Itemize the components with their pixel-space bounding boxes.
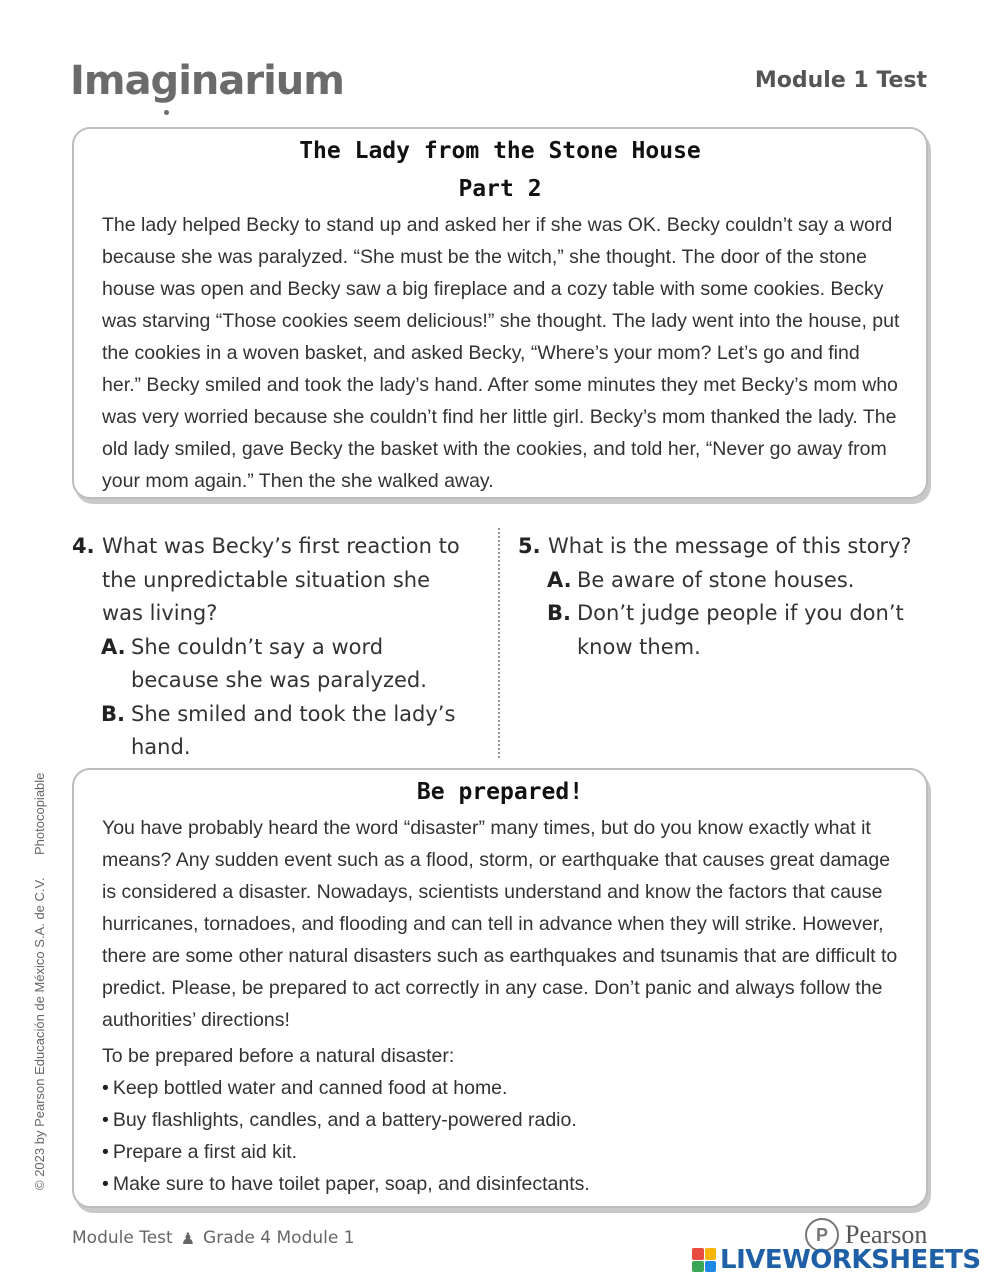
- prepared-list-intro: To be prepared before a natural disaster:: [102, 1045, 455, 1067]
- option-text: She smiled and took the lady’s hand.: [131, 701, 456, 759]
- question-text: What was Becky’s first reaction to the unpredictable situation she was living?: [102, 534, 460, 625]
- option-letter: A.: [547, 567, 572, 592]
- answer-option-4b[interactable]: [101, 698, 477, 765]
- footer-module-test: Module Test: [72, 1228, 173, 1248]
- copyright-text: © 2023 by Pearson Educación de México S.A. de C.V.: [32, 877, 47, 1190]
- answer-option-5a[interactable]: [547, 564, 938, 598]
- question-5: [518, 530, 938, 664]
- question-number: 5.: [518, 534, 541, 558]
- liveworksheets-icon: [692, 1248, 716, 1272]
- story-title: The Lady from the Stone House: [299, 138, 701, 164]
- question-number: 4.: [72, 534, 95, 558]
- logo-text: Imaginarium: [70, 58, 344, 104]
- list-item: • Keep bottled water and canned food at home.: [102, 1072, 902, 1104]
- story-box: [72, 127, 928, 499]
- story-paragraph: The lady helped Becky to stand up and asked her if she was OK. Becky couldn’t say a word because she was paralyzed. “She must be the witch,” she thought. The door of the stone house was open and Becky saw a big fireplace and a cozy table with some cookies. Becky was starving “Those cookies seem delicious!” she thought. The lady went into the house, put the cookies in a woven basket, and asked Becky, “Where’s your mom? Let’s go and find her.” Becky smiled and took the lady’s hand. After some minutes they met Becky’s mom who was very worried because she couldn’t find her little girl. Becky’s mom thanked the lady. The old lady smiled, gave Becky the basket with the cookies, and told her, “Never go away from your mom again.” Then the she walked away.: [102, 214, 900, 492]
- prepared-list: [102, 1072, 902, 1200]
- option-text: She couldn’t say a word because she was paralyzed.: [131, 634, 427, 692]
- pearson-p-icon: P: [805, 1218, 839, 1252]
- prepared-title: Be prepared!: [416, 779, 584, 805]
- option-letter: B.: [101, 701, 125, 726]
- footer: [72, 1228, 355, 1248]
- pearson-text: Pearson: [845, 1220, 928, 1249]
- prepared-paragraph: You have probably heard the word “disaster” many times, but do you know exactly what it means? Any sudden event such as a flood, storm, or earthquake that causes great damage is considered a disaster. Nowadays, scientists understand and know the factors that cause hurricanes, tornadoes, and flooding and can tell in advance when they will strike. However, there are some other natural disasters such as earthquakes and tsunamis that are difficult to predict. Please, be prepared to act correctly in any case. Don’t panic and always follow the authorities’ directions!: [102, 817, 898, 1031]
- option-letter: B.: [547, 601, 571, 625]
- column-divider: [498, 528, 500, 758]
- option-text: Don’t judge people if you don’t know them.: [577, 601, 904, 659]
- list-item: • Make sure to have toilet paper, soap, and disinfectants.: [102, 1168, 902, 1200]
- person-icon: ♟: [180, 1228, 196, 1248]
- prepared-text-block: [102, 812, 902, 1200]
- option-text: Be aware of stone houses.: [577, 567, 855, 592]
- option-letter: A.: [101, 634, 126, 659]
- story-subtitle: Part 2: [458, 176, 542, 202]
- prepared-box: [72, 768, 928, 1208]
- module-title: Module 1 Test: [754, 68, 927, 93]
- photocopiable-text: Photocopiable: [32, 772, 47, 855]
- liveworksheets-watermark[interactable]: [692, 1245, 981, 1275]
- answer-option-5b[interactable]: [547, 597, 938, 664]
- question-4: [72, 530, 477, 765]
- question-text: What is the message of this story?: [548, 534, 912, 558]
- footer-grade: Grade 4 Module 1: [203, 1228, 355, 1248]
- list-item: • Buy flashlights, candles, and a battery-powered radio.: [102, 1104, 902, 1136]
- list-item: • Prepare a first aid kit.: [102, 1136, 902, 1168]
- story-text-block: [102, 209, 902, 497]
- liveworksheets-text: LIVEWORKSHEETS: [720, 1245, 981, 1275]
- answer-option-4a[interactable]: [101, 631, 477, 698]
